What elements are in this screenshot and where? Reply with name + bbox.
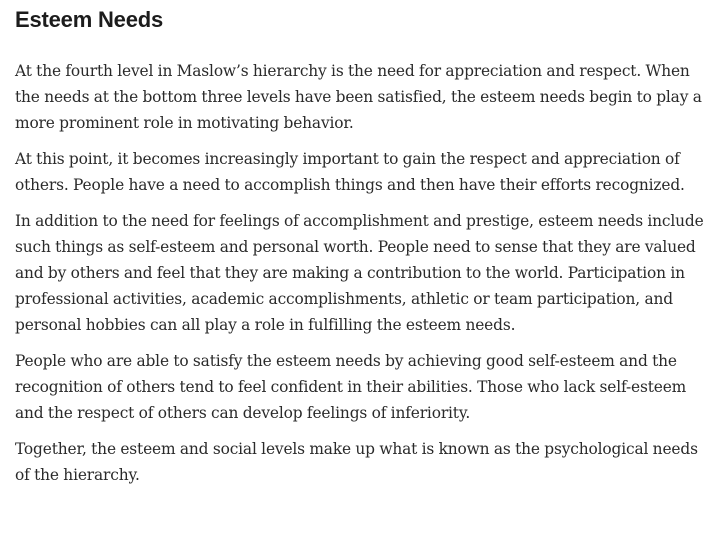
paragraph-1: At the fourth level in Maslow’s hierarchy is the need for appreciation and respect. When the needs at the bottom three levels have been satisfied, the esteem needs begin to play a more prominent role in motivating behavior.: [15, 62, 702, 132]
section-heading: Esteem Needs: [15, 7, 164, 32]
paragraph-2: At this point, it becomes increasingly important to gain the respect and appreciation of others. People have a need to accomplish things and then have their efforts recognized.: [15, 150, 685, 194]
paragraph-3: In addition to the need for feelings of accomplishment and prestige, esteem needs include such things as self-esteem and personal worth. People need to sense that they are valued and by others and feel that they are making a contribution to the world. Participation in professional activities, academic accomplishments, athletic or team participation, and personal hobbies can all play a role in fulfilling the esteem needs.: [15, 212, 704, 334]
article-section: [15, 0, 705, 488]
paragraph-4: People who are able to satisfy the esteem needs by achieving good self-esteem and the recognition of others tend to feel confident in their abilities. Those who lack self-esteem and the respect of others can develop feelings of inferiority.: [15, 352, 687, 422]
paragraph-5: Together, the esteem and social levels make up what is known as the psychological needs of the hierarchy.: [15, 440, 698, 484]
